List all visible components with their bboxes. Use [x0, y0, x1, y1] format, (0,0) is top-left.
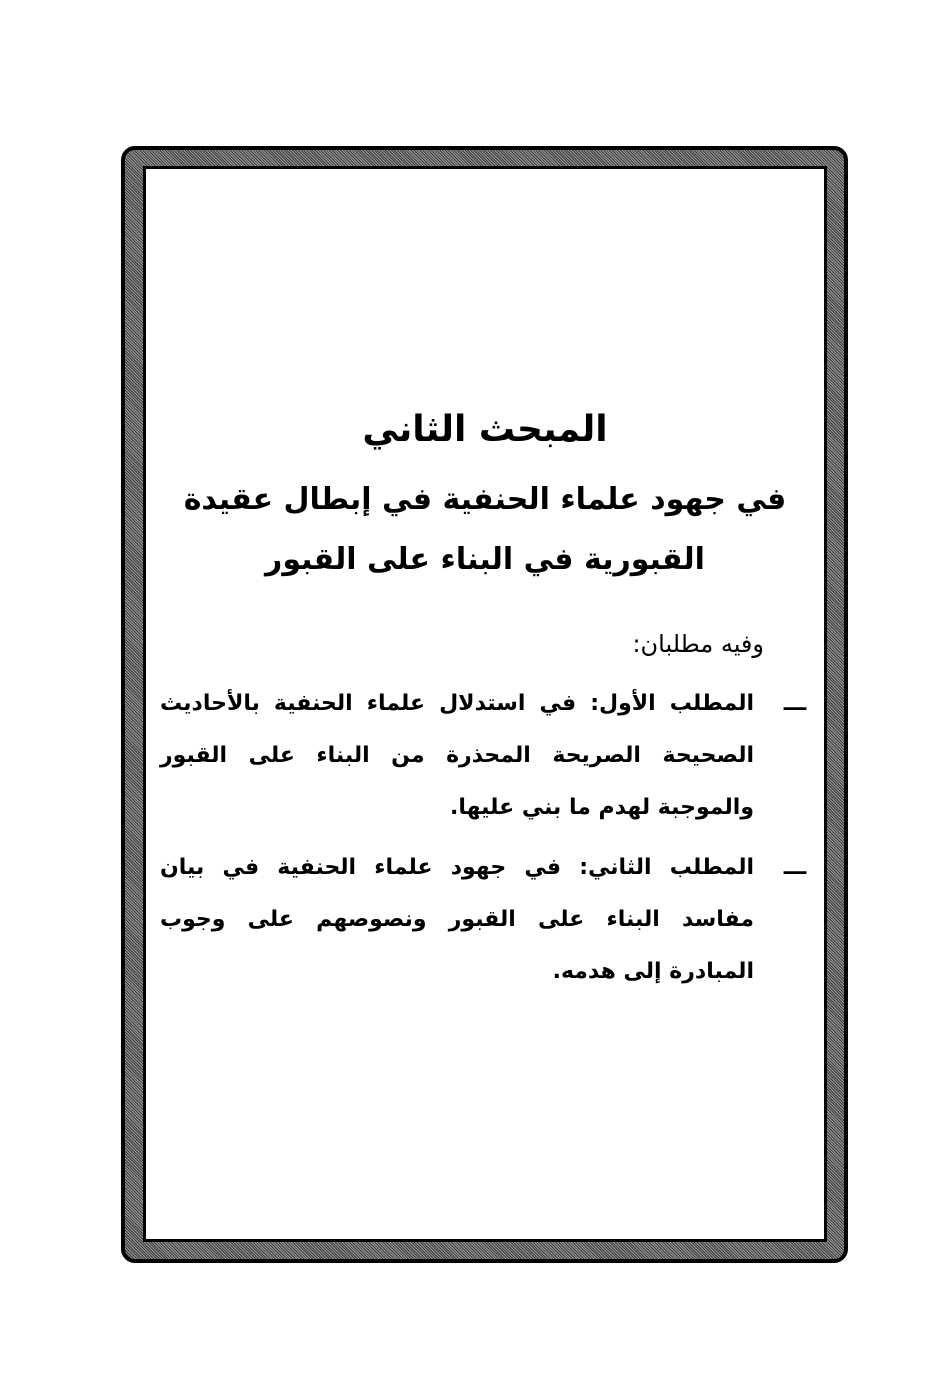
section-subtitle: في جهود علماء الحنفية في إبطال عقيدة القبورية في البناء على القبور: [183, 482, 787, 577]
dash-bullet: ـــ: [783, 855, 807, 880]
subsection-list: [160, 678, 810, 998]
dash-bullet: ـــ: [783, 691, 807, 716]
list-item: [160, 678, 810, 834]
intro-text: وفيه مطلبان:: [632, 630, 764, 658]
list-item: [160, 842, 810, 998]
item-text: المطلب الثاني: في جهود علماء الحنفية في بيان مفاسد البناء على القبور ونصوصهم على وجوب المبادرة إلى هدمه.: [160, 855, 754, 984]
section-title: المبحث الثاني: [362, 409, 608, 450]
item-text: المطلب الأول: في استدلال علماء الحنفية بالأحاديث الصحيحة الصريحة المحذرة من البناء على القبور والموجبة لهدم ما بني عليها.: [160, 691, 754, 820]
page-content: [160, 400, 810, 1006]
